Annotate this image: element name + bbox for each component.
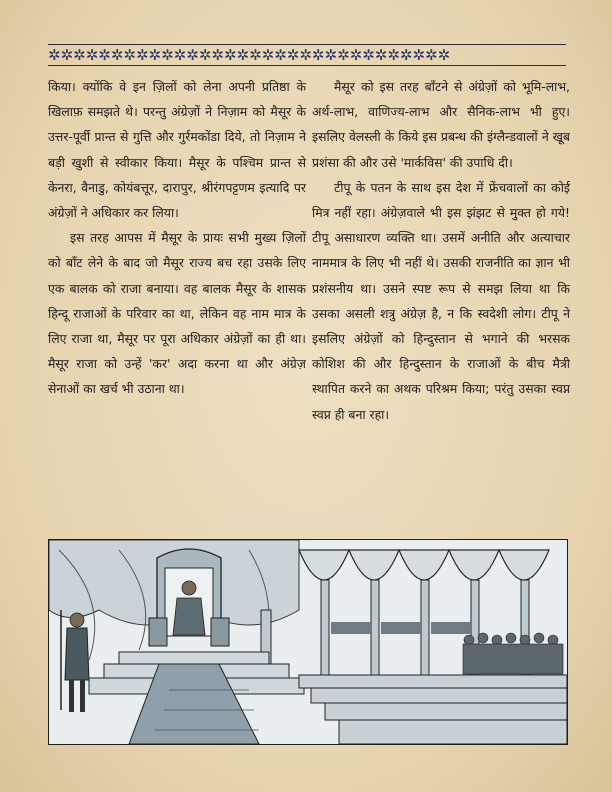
right-text-column xyxy=(312,74,570,427)
left-paragraph-1: किया। क्योंकि वे इन ज़िलों को लेना अपनी प्रतिष्ठा के खिलाफ़ समझते थे। परन्तु अंग्रेज़ों ने निज़ाम को मैसूर के उत्तर-पूर्वी प्रान्त से गुत्ति और गुर्रमकोंडा दिये, तो निज़ाम ने बड़ी खुशी से स्वीकार किया। मैसूर के पश्चिम प्रान्त से केनरा, वैनाडु, कोयंबत्तूर, दारापुर, श्रीरंगपट्टणम इत्यादि पर अंग्रेज़ों ने अधिकार कर लिया। xyxy=(48,79,306,221)
ornamental-border xyxy=(48,44,566,66)
durbar-illustration xyxy=(48,539,568,745)
right-paragraph-1: मैसूर को इस तरह बाँटने से अंग्रेज़ों को भूमि-लाभ, अर्थ-लाभ, वाणिज्य-लाभ और सैनिक-लाभ भी हुए। इसलिए वेलस्ली के किये इस प्रबन्ध की इंग्लैन्डवालों ने खूब प्रशंसा की और उसे 'मार्कविस' की उपाधि दी। xyxy=(312,79,570,170)
right-paragraph-2: टीपू के पतन के साथ इस देश में फ्रेंचवालों का कोई मित्र नहीं रहा। अंग्रेज़वाले भी इस झंझट से मुक्त हो गये! टीपू असाधारण व्यक्ति था। उसमें अनीति और अत्याचार नाममात्र के लिए भी नहीं थे। उसकी राजनीति का ज्ञान भी प्रशंसनीय था। उसने स्पष्ट रूप से समझ लिया था कि उसका असली शत्रु अंग्रेज़ है, न कि स्वदेशी लोग। टीपू ने इसलिए अंग्रेज़ों को हिन्दुस्तान से भगाने की भरसक कोशिश की और हिन्दुस्तान के राजाओं के बीच मैत्री स्थापित करने का अथक परिश्रम किया; परंतु उसका स्वप्न स्वप्न ही बना रहा। xyxy=(312,179,570,422)
left-paragraph-2: इस तरह आपस में मैसूर के प्रायः सभी मुख्य ज़िलों को बाँट लेने के बाद जो मैसूर राज्य बच रहा उसके लिए एक बालक को राजा बनाया। वह बालक मैसूर के शासक हिन्दू राजाओं के परिवार का था, लेकिन वह नाम मात्र के लिए राजा था, मैसूर पर पूरा अधिकार अंग्रेज़ों का ही था। मैसूर राजा को उन्हें 'कर' अदा करना था और अंग्रेज़ सेनाओं का खर्च भी उठाना था। xyxy=(48,230,306,397)
ornament-row: ✲✲✲✲✲✲✲✲✲✲✲✲✲✲✲✲✲✲✲✲✲✲✲✲✲✲✲✲✲✲✲✲ xyxy=(48,46,451,64)
durbar-court-scene-illustration xyxy=(49,540,567,744)
left-text-column xyxy=(48,74,306,402)
